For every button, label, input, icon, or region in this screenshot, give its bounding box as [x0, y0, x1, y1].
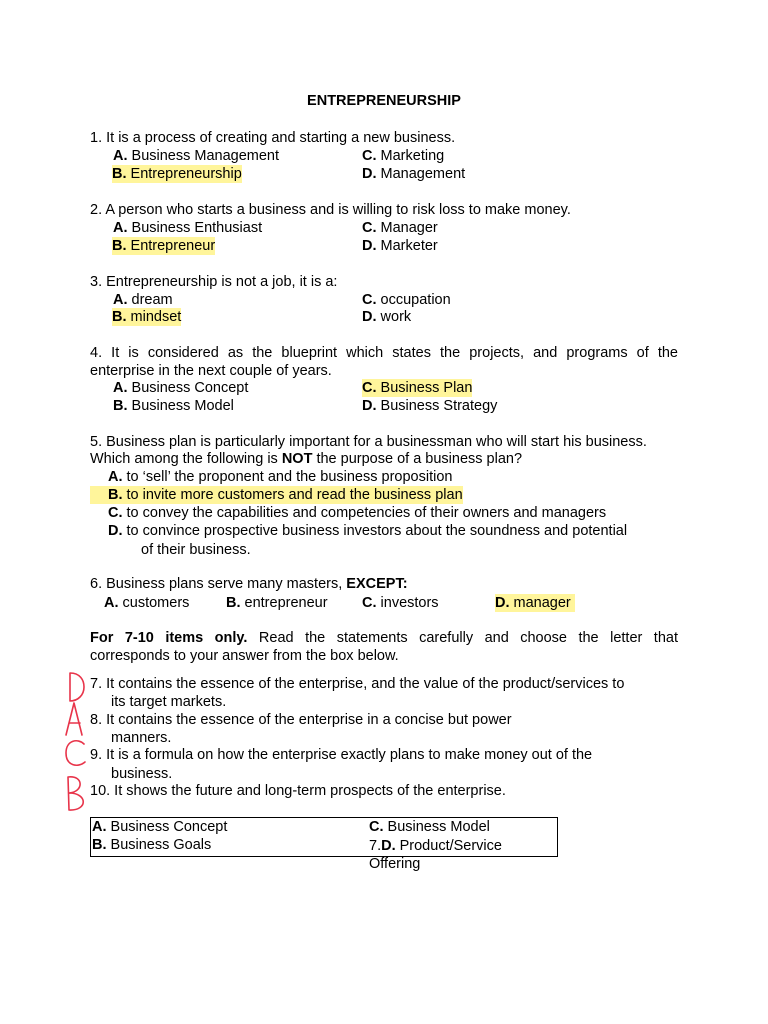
question-5-line-1: 5. Business plan is particularly important for a businessman who will start his business.: [90, 434, 647, 450]
box-choice-a: A. Business Concept: [92, 819, 228, 835]
instructions-line-1: For 7-10 items only. Read the statements carefully and choose the letter that: [90, 630, 678, 646]
q2-option-a: A. Business Enthusiast: [113, 220, 263, 236]
q5-option-a: A. to ‘sell’ the proponent and the business proposition: [108, 469, 453, 485]
handwritten-answer-b: [68, 777, 83, 810]
q2-option-b-highlighted: B. Entrepreneur: [112, 238, 216, 254]
question-8-line-1: 8. It contains the essence of the enterprise in a concise but power: [90, 712, 512, 728]
q5-option-c: C. to convey the capabilities and competencies of their owners and managers: [108, 505, 607, 521]
q5-option-d-continued: of their business.: [141, 542, 251, 558]
question-3: 3. Entrepreneurship is not a job, it is a:: [90, 274, 338, 290]
question-10: 10. It shows the future and long-term prospects of the enterprise.: [90, 783, 506, 799]
box-choice-c: C. Business Model: [369, 819, 490, 835]
question-6: 6. Business plans serve many masters, EXCEPT:: [90, 576, 408, 592]
q3-option-a: A. dream: [113, 292, 173, 308]
page-title: ENTREPRENEURSHIP: [307, 93, 461, 109]
question-4-line-1: 4. It is considered as the blueprint which states the projects, and programs of the: [90, 345, 678, 361]
q3-option-c: C. occupation: [362, 292, 451, 308]
question-5-line-2: Which among the following is NOT the purpose of a business plan?: [90, 451, 523, 467]
q4-option-a: A. Business Concept: [113, 380, 249, 396]
question-9-line-1: 9. It is a formula on how the enterprise exactly plans to make money out of the: [90, 747, 593, 763]
q1-option-b-highlighted: B. Entrepreneurship: [112, 166, 242, 182]
q1-option-d: D. Management: [362, 166, 466, 182]
q4-option-b: B. Business Model: [113, 398, 234, 414]
q6-option-a: A. customers: [104, 595, 190, 611]
q3-option-d: D. work: [362, 309, 412, 325]
q2-option-c: C. Manager: [362, 220, 438, 236]
handwritten-answer-a: [66, 703, 82, 735]
question-7-line-2: its target markets.: [111, 694, 227, 710]
q6-option-b: B. entrepreneur: [226, 595, 328, 611]
question-1: 1. It is a process of creating and starting a new business.: [90, 130, 456, 146]
handwritten-answer-d: [70, 673, 84, 701]
box-choice-b: B. Business Goals: [92, 837, 212, 853]
q5-option-b-highlighted: B. to invite more customers and read the business plan: [90, 486, 463, 504]
question-4-line-2: enterprise in the next couple of years.: [90, 363, 332, 379]
instructions-line-2: corresponds to your answer from the box below.: [90, 648, 399, 664]
question-8-line-2: manners.: [111, 730, 172, 746]
q3-option-b-highlighted: B. mindset: [112, 309, 182, 325]
q5-option-d: D. to convince prospective business investors about the soundness and potential: [108, 523, 628, 539]
q6-option-d-highlighted: D. manager: [495, 594, 575, 612]
q1-option-c: C. Marketing: [362, 148, 445, 164]
box-choice-d-continued: Offering: [369, 856, 421, 872]
q6-option-c: C. investors: [362, 595, 439, 611]
handwritten-answer-c: [66, 741, 85, 765]
q2-option-d: D. Marketer: [362, 238, 438, 254]
question-2: 2. A person who starts a business and is willing to risk loss to make money.: [90, 202, 571, 218]
q4-option-d: D. Business Strategy: [362, 398, 498, 414]
box-choice-d: 7.D. Product/Service: [369, 838, 502, 854]
q4-option-c-highlighted: C. Business Plan: [362, 380, 473, 396]
question-9-line-2: business.: [111, 766, 173, 782]
q1-option-a: A. Business Management: [113, 148, 280, 164]
question-7-line-1: 7. It contains the essence of the enterprise, and the value of the product/services to: [90, 676, 625, 692]
